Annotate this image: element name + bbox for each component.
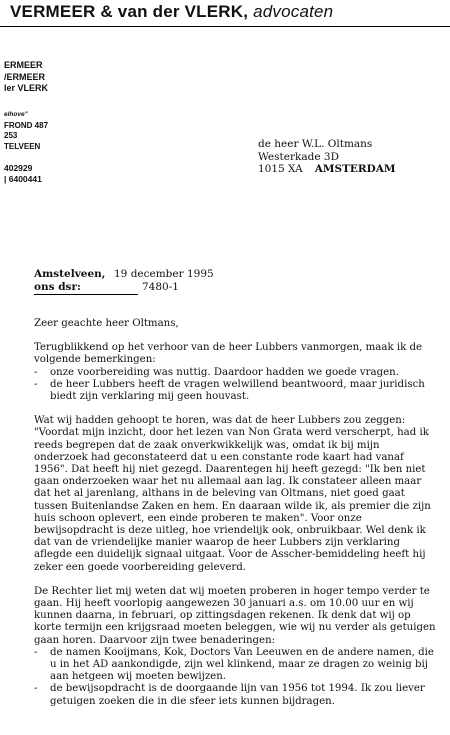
reference-number: 7480-1 [142, 281, 179, 293]
recipient-name: de heer W.L. Oltmans [258, 138, 373, 150]
recipient-city: AMSTERDAM [314, 163, 396, 175]
reference-label: ons dsr: [34, 281, 138, 295]
office-address [4, 110, 48, 152]
office-line: elhove" [4, 111, 28, 118]
dateline [34, 268, 214, 295]
salutation: Zeer geachte heer Oltmans, [34, 318, 179, 329]
recipient-postcode: 1015 XA [258, 163, 303, 175]
letter-place: Amstelveen, [34, 268, 106, 280]
letterhead [10, 2, 440, 22]
list-item: - de heer Lubbers heeft de vragen welwillend beantwoord, maar juridisch biedt zijn verklaring mij geen houvast. [34, 379, 436, 403]
firm-suffix: advocaten [253, 2, 334, 21]
recipient-street: Westerkade 3D [258, 150, 339, 163]
letter-body [34, 318, 436, 708]
letter-date: 19 december 1995 [114, 268, 214, 280]
remarks-list [34, 367, 436, 404]
partner-name: /ERMEER [4, 71, 46, 82]
phone-number: 402929 [4, 163, 33, 173]
office-line: FROND 487 [4, 120, 49, 130]
recipient-address [258, 138, 396, 176]
paragraph: Terugblikkend op het verhoor van de heer Lubbers vanmorgen, maak ik de volgende bemerkingen: [34, 342, 423, 366]
partner-names [4, 60, 48, 95]
partner-name: ERMEER [4, 60, 43, 70]
firm-name: VERMEER & van der VLERK, [10, 2, 249, 21]
partner-name: ler VLERK [4, 83, 49, 93]
paragraph: De Rechter liet mij weten dat wij moeten proberen in hoger tempo verder te gaan. Hij heeft voorlopig aangewezen 30 januari a.s. om 10.00 uur en wij kunnen daarna, in februari, op zittingsdagen rekenen. Ik denk dat wij op korte termijn een krijgsraad moeten beleggen, wie wij nu verder als getuigen gaan horen. Daarvoor zijn twee benaderingen: [34, 585, 436, 646]
office-line: 253 [4, 131, 18, 140]
list-item: - onze voorbereiding was nuttig. Daardoor hadden we goede vragen. [34, 367, 436, 379]
phone-numbers [4, 163, 42, 185]
approaches-list [34, 647, 436, 708]
list-item: - de namen Kooijmans, Kok, Doctors Van Leeuwen en de andere namen, die u in het AD aankondigde, zijn wel klinkend, maar ze dragen zo weinig bij aan hetgeen wij moeten bewijzen. [34, 647, 436, 684]
phone-number: | 6400441 [4, 174, 42, 184]
office-line: TELVEEN [4, 141, 41, 151]
letterhead-rule [0, 26, 450, 27]
paragraph: Wat wij hadden gehoopt te horen, was dat de heer Lubbers zou zeggen: "Voordat mijn inzicht, door het lezen van Non Grata werd verscherpt, had ik reeds begrepen dat de zaak onverkwikkelijk was, omdat ik bij mijn onderzoek had geconstateerd dat u een constante rode kaart had vanaf 1956". Dat heeft hij niet gezegd. Daarentegen hij heeft gezegd: "Ik ben niet gaan onderzoeken waar het nu allemaal aan lag. Ik constateer alleen maar dat het al jarenlang, althans in de beleving van Oltmans, niet goed gaat tussen Buitenlandse Zaken en hem. En daaraan wilde ik, als premier die zijn huis schoon oplevert, een einde proberen te maken". Voor onze bewijsopdracht is deze uitleg, hoe vriendelijk ook, onbruikbaar. Wel denk ik dat van de vriendelijke manier waarop de heer Lubbers zijn verklaring aflegde een duidelijk signaal uitgaat. Voor de Asscher-bemiddeling heeft hij zeker een goede voorbereiding geleverd. [34, 415, 431, 573]
list-item: - de bewijsopdracht is de doorgaande lijn van 1956 tot 1994. Ik zou liever getuigen zoeken die in die sfeer iets kunnen bijdragen. [34, 683, 436, 707]
